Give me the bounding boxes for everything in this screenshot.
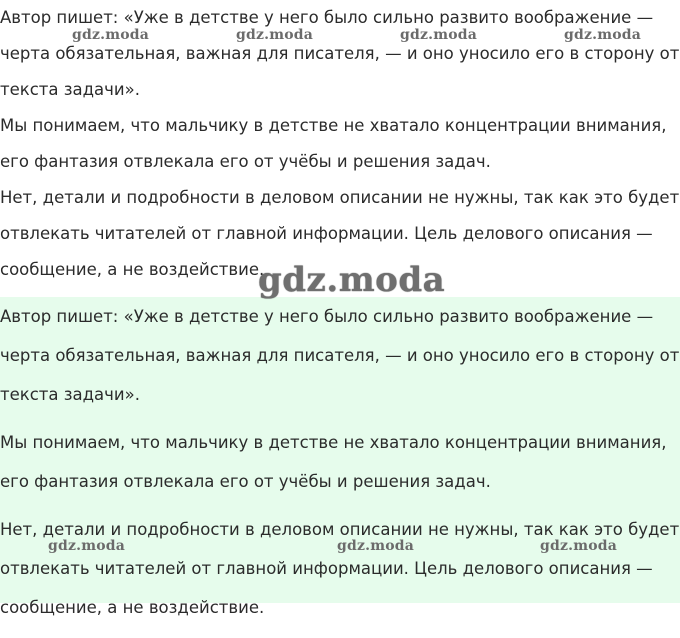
watermark: gdz.moda <box>236 27 314 43</box>
paragraph-concentration: Мы понимаем, что мальчику в детстве не хватало концентрации внимания, его фантазия отвлекала его от учёбы и решения задач. <box>0 433 667 491</box>
watermark: gdz.moda <box>540 538 618 554</box>
answer-text-highlighted <box>0 297 680 617</box>
answer-text-top <box>0 0 680 288</box>
paragraph-author-quote: Автор пишет: «Уже в детстве у него было сильно развито воображение — черта обязательная, важная для писателя, — и оно уносило его в сторону от текста задачи». <box>0 307 680 404</box>
watermark: gdz.moda <box>564 27 642 43</box>
watermark: gdz.moda <box>72 27 150 43</box>
paragraph-business-description: Нет, детали и подробности в деловом описании не нужны, так как это будет отвлекать читателей от главной информации. Цель делового описания — сообщение, а не воздействие. <box>0 188 680 279</box>
paragraph-business-description: Нет, детали и подробности в деловом описании не нужны, так как это будет отвлекать читателей от главной информации. Цель делового описания — сообщение, а не воздействие. <box>0 520 680 617</box>
paragraph-concentration: Мы понимаем, что мальчику в детстве не хватало концентрации внимания, его фантазия отвлекала его от учёбы и решения задач. <box>0 116 667 171</box>
paragraph-author-quote: Автор пишет: «Уже в детстве у него было сильно развито воображение — черта обязательная, важная для писателя, — и оно уносило его в сторону от текста задачи». <box>0 8 680 99</box>
watermark-logo: gdz.moda <box>258 260 446 300</box>
watermark: gdz.moda <box>337 538 415 554</box>
watermark: gdz.moda <box>48 538 126 554</box>
watermark: gdz.moda <box>400 27 478 43</box>
